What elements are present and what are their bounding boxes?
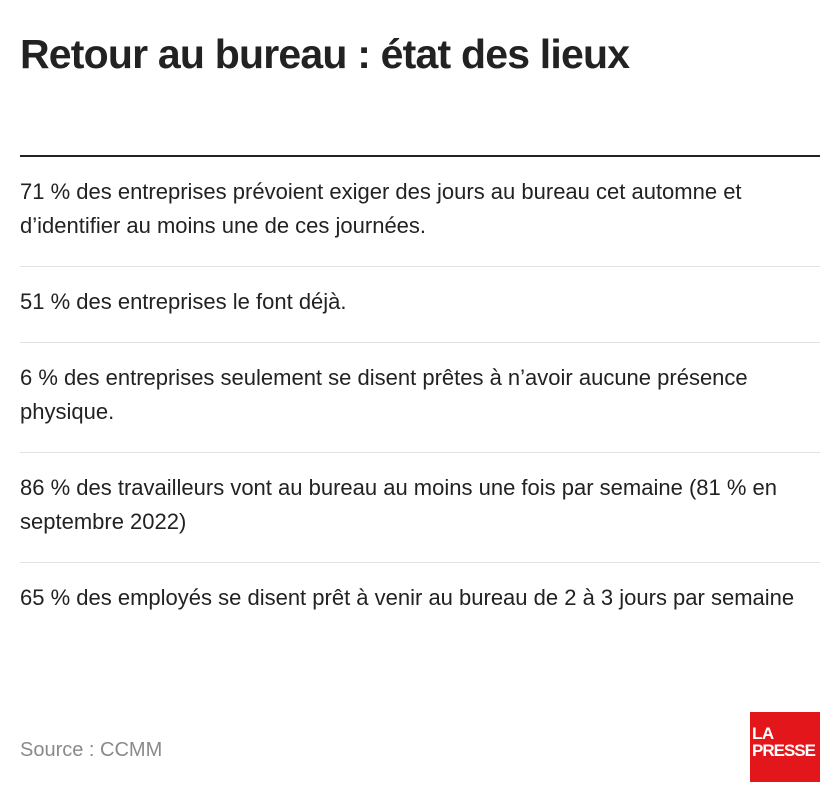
stat-item: 71 % des entreprises prévoient exiger des jours au bureau cet automne et d’identifier au moins une de ces journées. xyxy=(20,157,820,267)
stats-list xyxy=(20,157,820,673)
logo-line-2: PRESSE xyxy=(752,741,815,760)
la-presse-logo xyxy=(750,712,820,782)
source-note: Source : CCMM xyxy=(20,739,163,761)
stat-item: 6 % des entreprises seulement se disent prêtes à n’avoir aucune présence physique. xyxy=(20,343,820,453)
logo-line-1: LA xyxy=(752,724,774,743)
stat-item: 65 % des employés se disent prêt à venir au bureau de 2 à 3 jours par semaine xyxy=(20,585,795,610)
stat-item: 51 % des entreprises le font déjà. xyxy=(20,267,820,343)
stat-item: 86 % des travailleurs vont au bureau au moins une fois par semaine (81 % en septembre 2022) xyxy=(20,453,820,563)
page-title: Retour au bureau : état des lieux xyxy=(20,31,630,77)
